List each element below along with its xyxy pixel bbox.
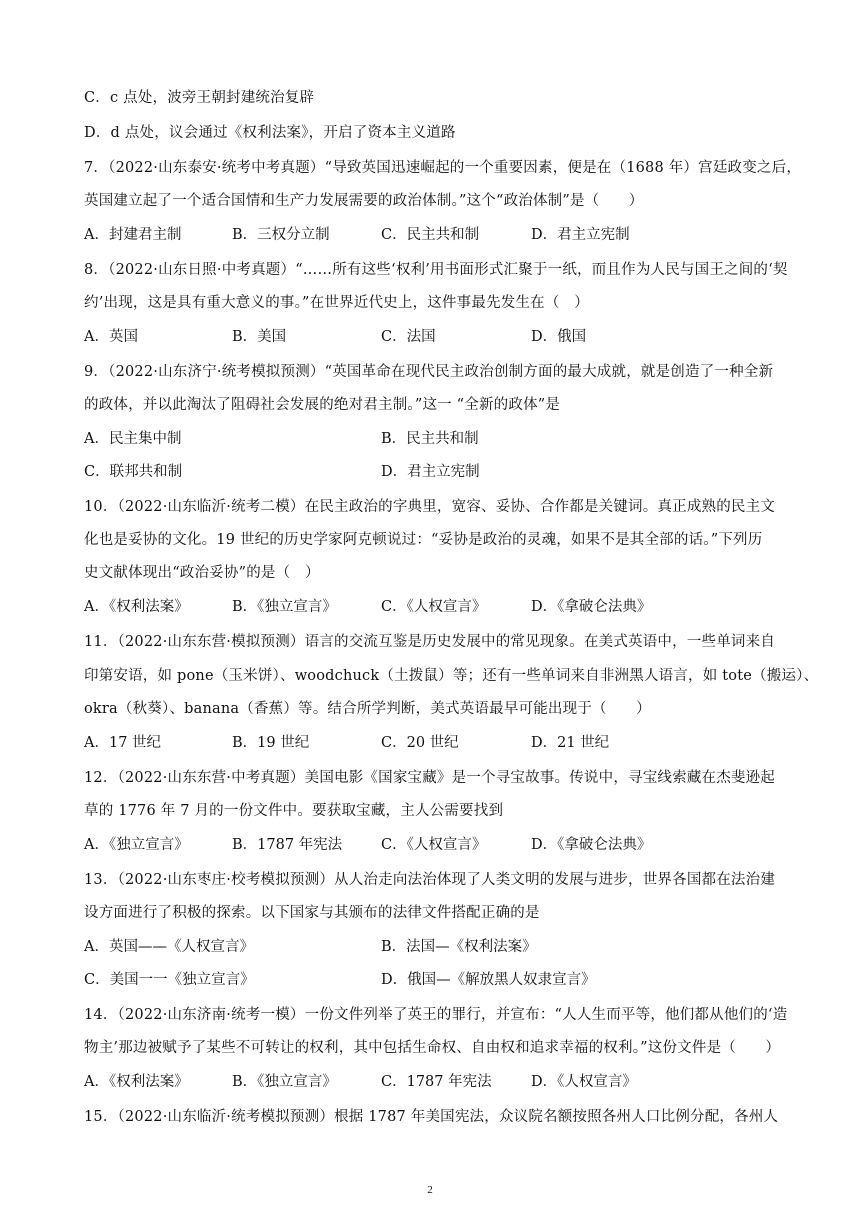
q9-option-a: A．民主集中制 bbox=[84, 431, 182, 447]
page-number: 2 bbox=[427, 1184, 433, 1196]
q7-option-a: A．封建君主制 bbox=[84, 227, 182, 243]
question-10-line-2: 化也是妥协的文化。19 世纪的历史学家阿克顿说过：“妥协是政治的灵魂，如果不是其全部的话。”下列历 bbox=[84, 532, 763, 548]
q11-option-b: B．19 世纪 bbox=[232, 735, 310, 751]
q8-option-a: A．英国 bbox=[84, 329, 138, 345]
q8-option-b: B．美国 bbox=[232, 329, 287, 345]
q14-option-c: C．1787 年宪法 bbox=[381, 1074, 492, 1090]
question-8-line-1: 8．（2022·山东日照·中考真题）“……所有这些‘权利’用书面形式汇聚于一纸，而且作为人民与国王之间的‘契 bbox=[84, 262, 788, 278]
q12-option-a: A．《独立宣言》 bbox=[84, 837, 189, 853]
option-d-prev: D．d 点处，议会通过《权利法案》，开启了资本主义道路 bbox=[84, 125, 456, 141]
q8-option-d: D．俄国 bbox=[531, 329, 587, 345]
q13-option-a: A．英国——《人权宣言》 bbox=[84, 939, 254, 955]
question-14-line-2: 物主’那边被赋予了某些不可转让的权利，其中包括生命权、自由权和追求幸福的权利。”这份文件是（ ） bbox=[84, 1040, 781, 1056]
q10-option-d: D．《拿破仑法典》 bbox=[531, 599, 652, 615]
q14-option-b: B．《独立宣言》 bbox=[232, 1074, 337, 1090]
q10-option-a: A．《权利法案》 bbox=[84, 599, 189, 615]
q11-option-c: C．20 世纪 bbox=[381, 735, 459, 751]
question-11-line-3: okra（秋葵）、banana（香蕉）等。结合所学判断，美式英语最早可能出现于（ ） bbox=[84, 701, 651, 717]
q12-option-d: D．《拿破仑法典》 bbox=[531, 837, 652, 853]
question-12-line-2: 草的 1776 年 7 月的一份文件中。要获取宝藏，主人公需要找到 bbox=[84, 803, 504, 819]
q11-option-d: D．21 世纪 bbox=[531, 735, 610, 751]
question-14-line-1: 14．（2022·山东济南·统考一模）一份文件列举了英王的罪行，并宣布：“人人生而平等，他们都从他们的‘造 bbox=[84, 1007, 788, 1023]
q12-option-c: C．《人权宣言》 bbox=[381, 837, 487, 853]
q13-option-d: D．俄国—《解放黑人奴隶宣言》 bbox=[381, 972, 596, 988]
question-12-line-1: 12．（2022·山东东营·中考真题）美国电影《国家宝藏》是一个寻宝故事。传说中，寻宝线索藏在杰斐逊起 bbox=[84, 770, 776, 786]
q14-option-a: A．《权利法案》 bbox=[84, 1074, 189, 1090]
question-9-line-1: 9．（2022·山东济宁·统考模拟预测）“英国革命在现代民主政治创制方面的最大成就，就是创造了一种全新 bbox=[84, 364, 774, 380]
q8-option-c: C．法国 bbox=[381, 329, 436, 345]
q10-option-c: C．《人权宣言》 bbox=[381, 599, 487, 615]
q10-option-b: B．《独立宣言》 bbox=[232, 599, 337, 615]
question-8-line-2: 约’出现，这是具有重大意义的事。”在世界近代史上，这件事最先发生在（ ） bbox=[84, 295, 589, 311]
question-7-line-1: 7．（2022·山东泰安·统考中考真题）“导致英国迅速崛起的一个重要因素，便是在（1688 年）宫廷政变之后， bbox=[84, 160, 802, 176]
question-13-line-2: 设方面进行了积极的探索。以下国家与其颁布的法律文件搭配正确的是 bbox=[84, 905, 540, 921]
question-11-line-1: 11．（2022·山东东营·模拟预测）语言的交流互鉴是历史发展中的常见现象。在美式英语中，一些单词来自 bbox=[84, 634, 776, 650]
question-7-line-2: 英国建立起了一个适合国情和生产力发展需要的政治体制。”这个“政治体制”是（ ） bbox=[84, 193, 644, 209]
question-11-line-2: 印第安语，如 pone（玉米饼）、woodchuck（土拨鼠）等；还有一些单词来自非洲黑人语言，如 tote（搬运）、 bbox=[84, 668, 819, 684]
option-c-prev: C．c 点处，波旁王朝封建统治复辟 bbox=[84, 90, 315, 106]
q7-option-b: B．三权分立制 bbox=[232, 227, 330, 243]
question-10-line-3: 史文献体现出“政治妥协”的是（ ） bbox=[84, 565, 320, 581]
question-10-line-1: 10．（2022·山东临沂·统考二模）在民主政治的字典里，宽容、妥协、合作都是关键词。真正成熟的民主文 bbox=[84, 499, 776, 515]
q7-option-d: D．君主立宪制 bbox=[531, 227, 630, 243]
q13-option-c: C．美国一一《独立宣言》 bbox=[84, 972, 255, 988]
question-13-line-1: 13．（2022·山东枣庄·校考模拟预测）从人治走向法治体现了人类文明的发展与进步，世界各国都在法治建 bbox=[84, 872, 776, 888]
question-15-line-1: 15．（2022·山东临沂·统考模拟预测）根据 1787 年美国宪法，众议院名额按照各州人口比例分配，各州人 bbox=[84, 1109, 779, 1125]
q7-option-c: C．民主共和制 bbox=[381, 227, 480, 243]
q9-option-c: C．联邦共和制 bbox=[84, 464, 183, 480]
question-9-line-2: 的政体，并以此淘汰了阻碍社会发展的绝对君主制。”这一 “全新的政体”是 bbox=[84, 397, 561, 413]
q13-option-b: B．法国—《权利法案》 bbox=[381, 939, 537, 955]
q9-option-b: B．民主共和制 bbox=[381, 431, 479, 447]
q11-option-a: A．17 世纪 bbox=[84, 735, 162, 751]
q9-option-d: D．君主立宪制 bbox=[381, 464, 480, 480]
q12-option-b: B．1787 年宪法 bbox=[232, 837, 343, 853]
q14-option-d: D．《人权宣言》 bbox=[531, 1074, 637, 1090]
